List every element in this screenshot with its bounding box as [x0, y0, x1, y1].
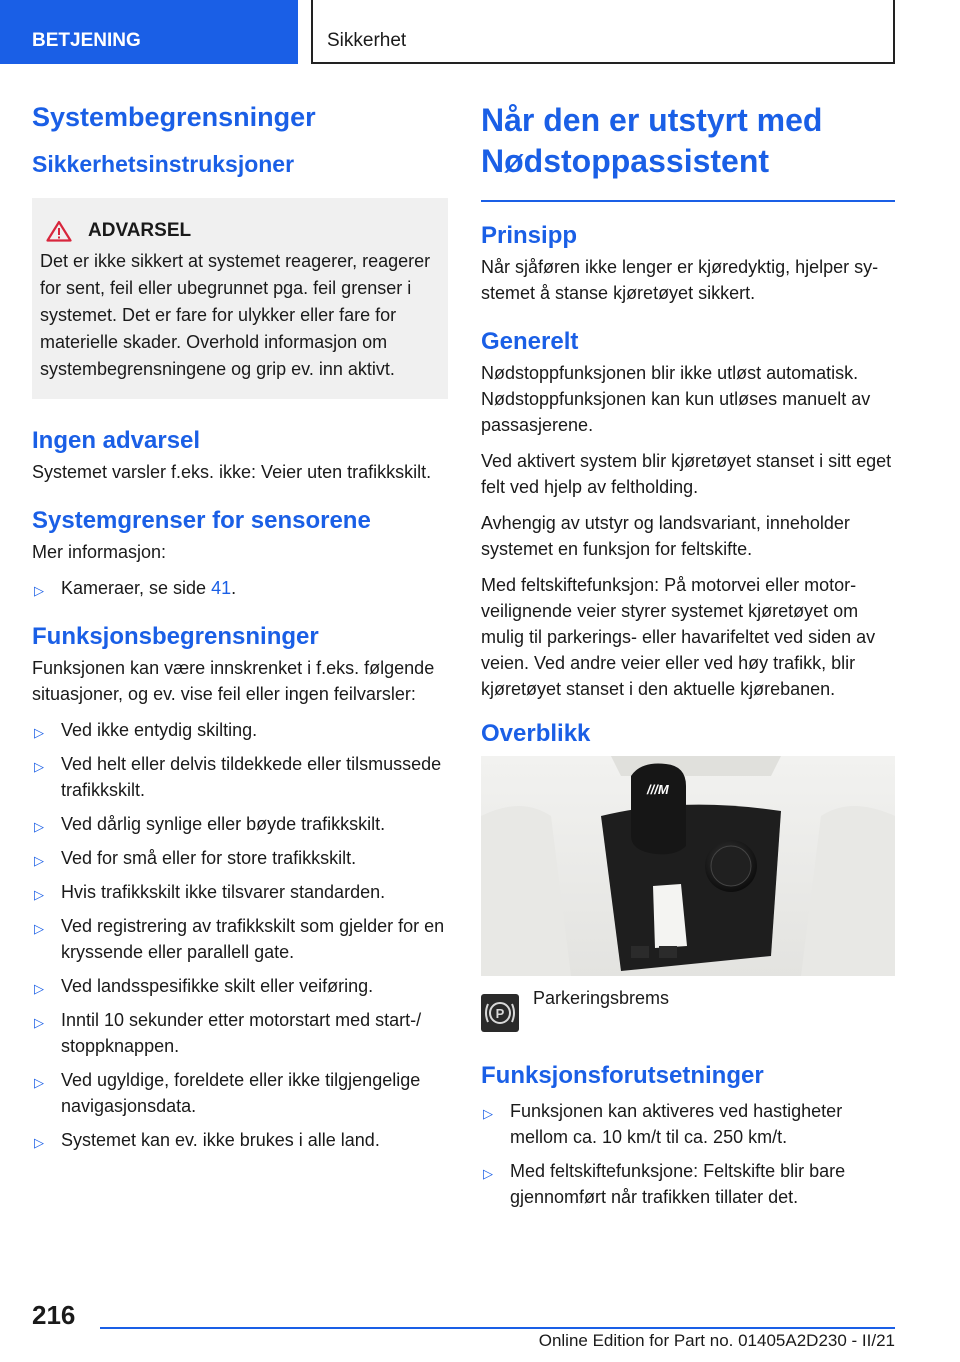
triangle-bullet-icon: ▷	[34, 819, 44, 834]
emergency-stop-title-line2: Nødstoppassistent	[481, 143, 770, 179]
list-item-text: Med feltskiftefunksjone: Feltskifte blir bare gjennomført når trafikken tillater det.	[510, 1161, 846, 1207]
center-console-photo	[481, 756, 895, 976]
triangle-bullet-icon: ▷	[34, 921, 44, 936]
general-paragraph: Avhengig av utstyr og landsvariant, inneholder systemet en funksjon for feltskifte.	[481, 513, 850, 559]
list-item-text: Ved ugyldige, foreldete eller ikke tilgjengelige navigasjonsdata.	[61, 1070, 421, 1116]
function-limits-text: Funksjonen kan være innskrenket i f.eks. følgende situasjoner, og ev. vise feil eller ingen feilvarsler:	[32, 658, 435, 704]
list-item	[32, 973, 448, 999]
triangle-bullet-icon: ▷	[34, 1015, 44, 1030]
parking-brake-icon	[481, 994, 519, 1032]
list-item-text: Hvis trafikkskilt ikke tilsvarer standarden.	[61, 882, 386, 902]
list-item-text: Ved helt eller delvis tildekkede eller tilsmussede trafikkskilt.	[61, 754, 442, 800]
header-chapter-title: Sikkerhet	[311, 0, 895, 64]
general-paragraph: Nødstoppfunksjonen blir ikke utløst automatisk. Nødstoppfunksjonen kan kun utløses manuelt av passasjerene.	[481, 363, 871, 435]
function-limits-list	[32, 717, 448, 1153]
triangle-bullet-icon: ▷	[34, 583, 44, 598]
function-limits-heading: Funksjonsbegrensninger	[32, 623, 319, 650]
sensor-limits-heading: Systemgrenser for sensorene	[32, 507, 371, 534]
principle-text: Når sjåføren ikke lenger er kjøredyktig, hjelper systemet å stanse kjøretøyet sikkert.	[481, 257, 879, 303]
sensor-limits-list	[32, 575, 448, 601]
list-item-text: Funksjonen kan aktiveres ved hastigheter mellom ca. 10 km/t til ca. 250 km/t.	[510, 1101, 843, 1147]
list-item-suffix: .	[231, 578, 237, 598]
no-warning-text: Systemet varsler f.eks. ikke: Veier uten trafikkskilt.	[32, 462, 432, 482]
list-item	[32, 1127, 448, 1153]
list-item	[32, 1067, 448, 1119]
warning-title: ADVARSEL	[88, 220, 192, 241]
list-item	[32, 913, 448, 965]
list-item-text: Ved registrering av trafikkskilt som gjelder for en kryssende eller parallell gate.	[61, 916, 445, 962]
general-heading: Generelt	[481, 328, 579, 355]
general-paragraph: Med feltskiftefunksjon: På motorvei eller motorveilignende veier styrer systemet kjøretøyet om mulig til parkerings- eller havarifeltet ved siden av veien. Ved andre veier eller ved høy trafikk, blir kjøretøyet stanset i den aktuelle kjørebanen.	[481, 575, 876, 699]
triangle-bullet-icon: ▷	[34, 853, 44, 868]
prerequisites-heading: Funksjonsforutsetninger	[481, 1062, 764, 1089]
header-section-tab[interactable]: BETJENING	[0, 0, 298, 64]
title-divider	[481, 200, 895, 202]
list-item	[32, 1007, 448, 1059]
list-item-text: Ved landsspesifikke skilt eller veiføring.	[61, 976, 374, 996]
list-item	[32, 811, 448, 837]
list-item-text: Kameraer, se side	[61, 578, 212, 598]
parking-brake-legend	[481, 987, 895, 1032]
page-title: Systembegrensninger	[32, 102, 316, 132]
overview-heading: Overblikk	[481, 720, 591, 747]
list-item	[32, 879, 448, 905]
triangle-bullet-icon: ▷	[34, 1075, 44, 1090]
footer-divider	[100, 1327, 895, 1329]
emergency-stop-title-line1: Når den er utstyrt med	[481, 102, 823, 138]
list-item	[481, 1098, 895, 1150]
list-item	[32, 751, 448, 803]
list-item	[32, 575, 448, 601]
triangle-bullet-icon: ▷	[34, 981, 44, 996]
left-column	[32, 100, 448, 1171]
warning-text: Det er ikke sikkert at systemet reagerer, reagerer for sent, feil eller ubegrunnet pga. feil grenser i systemet. Det er fare for ulykker eller fare for materielle skader. Overhold informasjon om systembegrensningene og grip ev. inn aktivt.	[40, 251, 431, 379]
general-paragraph: Ved aktivert system blir kjøretøyet stanset i sitt eget felt ved hjelp av feltholding.	[481, 451, 892, 497]
svg-text:///M: ///M	[647, 782, 669, 797]
list-item-text: Ved dårlig synlige eller bøyde trafikkskilt.	[61, 814, 386, 834]
principle-heading: Prinsipp	[481, 222, 578, 249]
parking-brake-label: Parkeringsbrems	[533, 987, 670, 1008]
page-number: 216	[32, 1300, 76, 1330]
svg-text:P: P	[495, 1006, 505, 1021]
edition-text: Online Edition for Part no. 01405A2D230 - II/21	[538, 1331, 895, 1350]
triangle-bullet-icon: ▷	[34, 1135, 44, 1150]
list-item	[32, 717, 448, 743]
triangle-bullet-icon: ▷	[34, 725, 44, 740]
warning-triangle-icon	[46, 220, 72, 242]
prerequisites-list	[481, 1098, 895, 1210]
list-item-text: Systemet kan ev. ikke brukes i alle land.	[61, 1130, 380, 1150]
emergency-stop-title	[481, 100, 895, 182]
triangle-bullet-icon: ▷	[483, 1166, 493, 1181]
list-item-text: Ved for små eller for store trafikkskilt.	[61, 848, 357, 868]
warning-box	[32, 198, 448, 399]
list-item	[32, 845, 448, 871]
list-item-text: Ved ikke entydig skilting.	[61, 720, 258, 740]
triangle-bullet-icon: ▷	[34, 759, 44, 774]
list-item	[481, 1158, 895, 1210]
right-column	[481, 100, 895, 1228]
sensor-limits-text: Mer informasjon:	[32, 542, 167, 562]
no-warning-heading: Ingen advarsel	[32, 427, 201, 454]
page-link-41[interactable]: 41	[211, 578, 232, 598]
triangle-bullet-icon: ▷	[34, 887, 44, 902]
list-item-text: Inntil 10 sekunder etter motorstart med start-/ stoppknappen.	[61, 1010, 422, 1056]
triangle-bullet-icon: ▷	[483, 1106, 493, 1121]
safety-instructions-heading: Sikkerhetsinstruksjoner	[32, 151, 295, 177]
